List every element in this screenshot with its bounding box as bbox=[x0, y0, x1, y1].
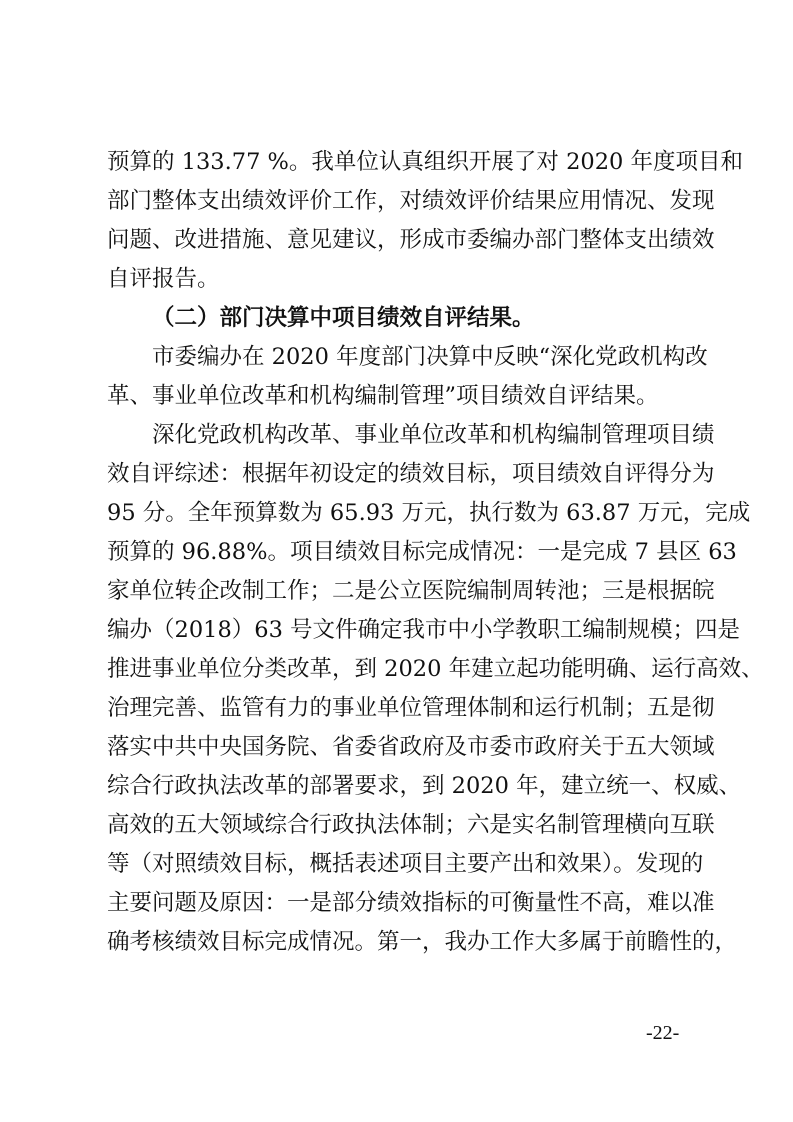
text-line: 预算的 96.88%。项目绩效目标完成情况：一是完成 7 县区 63 bbox=[107, 539, 737, 565]
text-line: 预算的 133.77 %。我单位认真组织开展了对 2020 年度项目和 bbox=[107, 149, 743, 175]
text-line: 治理完善、监管有力的事业单位管理体制和运行机制；五是彻 bbox=[107, 695, 715, 721]
text-line: 部门整体支出绩效评价工作，对绩效评价结果应用情况、发现 bbox=[107, 188, 715, 214]
text-line: 革、事业单位改革和机构编制管理”项目绩效自评结果。 bbox=[107, 383, 659, 409]
text-line: 推进事业单位分类改革，到 2020 年建立起功能明确、运行高效、 bbox=[107, 656, 764, 682]
text-line: 主要问题及原因：一是部分绩效指标的可衡量性不高，难以准 bbox=[107, 890, 715, 916]
text-line: 编办（2018）63 号文件确定我市中小学教职工编制规模；四是 bbox=[107, 617, 741, 643]
text-line: 家单位转企改制工作；二是公立医院编制周转池；三是根据皖 bbox=[107, 578, 715, 604]
text-line: 效自评综述：根据年初设定的绩效目标，项目绩效自评得分为 bbox=[107, 461, 715, 487]
text-line: 市委编办在 2020 年度部门决算中反映“深化党政机构改 bbox=[152, 344, 708, 370]
page-number: -22- bbox=[646, 1022, 680, 1044]
text-line: 深化党政机构改革、事业单位改革和机构编制管理项目绩 bbox=[152, 422, 715, 448]
text-line: 等（对照绩效目标，概括表述项目主要产出和效果）。发现的 bbox=[107, 851, 704, 877]
text-line: 自评报告。 bbox=[107, 266, 220, 292]
text-line: 确考核绩效目标完成情况。第一，我办工作大多属于前瞻性的， bbox=[107, 929, 738, 955]
text-line: 95 分。全年预算数为 65.93 万元，执行数为 63.87 万元，完成 bbox=[107, 500, 751, 526]
text-line: 问题、改进措施、意见建议，形成市委编办部门整体支出绩效 bbox=[107, 227, 715, 253]
text-line: 综合行政执法改革的部署要求，到 2020 年，建立统一、权威、 bbox=[107, 773, 742, 799]
text-line: 落实中共中央国务院、省委省政府及市委市政府关于五大领域 bbox=[107, 734, 715, 760]
section-heading: （二）部门决算中项目绩效自评结果。 bbox=[152, 305, 535, 331]
text-line: 高效的五大领域综合行政执法体制；六是实名制管理横向互联 bbox=[107, 812, 715, 838]
